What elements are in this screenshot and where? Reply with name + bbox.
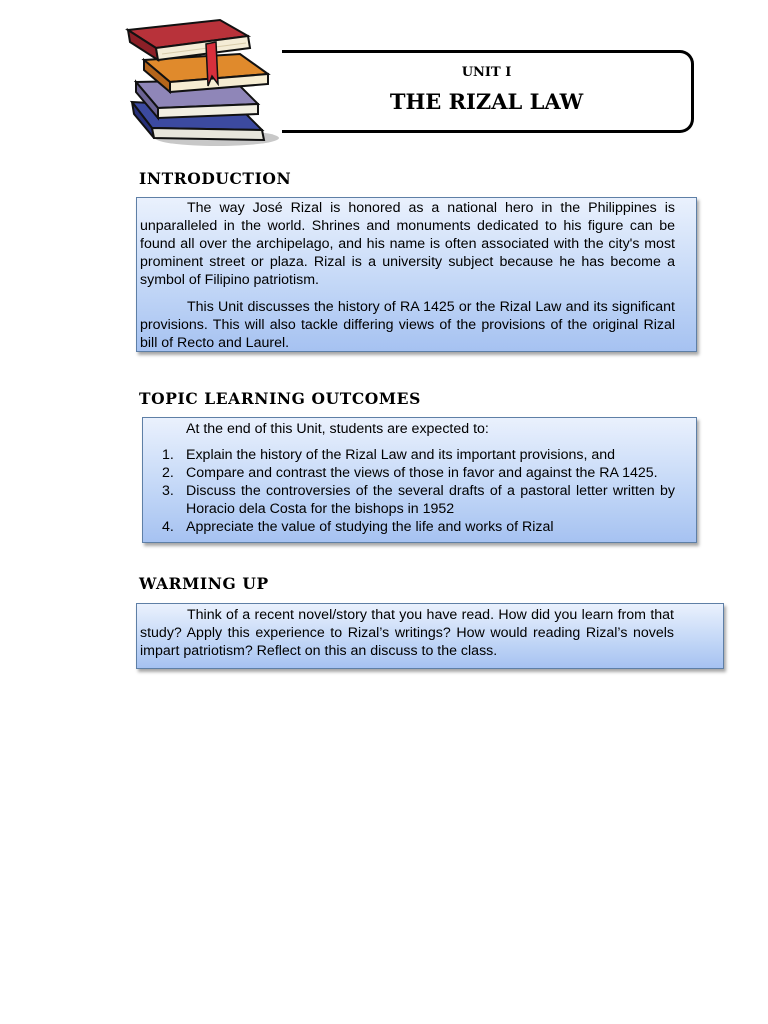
- list-item-number: 4.: [162, 519, 174, 535]
- books-stack-icon: [122, 14, 287, 149]
- list-item: [144, 482, 675, 518]
- list-item-text: Explain the history of the Rizal Law and its important provisions, and: [186, 447, 615, 463]
- introduction-paragraph-2: This Unit discusses the history of RA 1425 or the Rizal Law and its significant provisions. This will also tackle differing views of the provisions of the original Rizal bill of Recto and Laurel.: [140, 299, 675, 351]
- unit-label: UNIT I: [461, 65, 512, 80]
- list-item-text: Compare and contrast the views of those in favor and against the RA 1425.: [186, 465, 658, 481]
- unit-title-box: [282, 50, 694, 133]
- introduction-heading: INTRODUCTION: [139, 169, 292, 188]
- list-item-text: Discuss the controversies of the several drafts of a pastoral letter written by Horacio dela Costa for the bishops in 1952: [186, 483, 675, 517]
- list-item: [144, 446, 675, 464]
- page-title: THE RIZAL LAW: [389, 89, 584, 114]
- list-item-text: Appreciate the value of studying the life and works of Rizal: [186, 519, 554, 535]
- outcomes-intro: At the end of this Unit, students are expected to:: [186, 421, 489, 437]
- list-item: [144, 464, 675, 482]
- introduction-box: [136, 197, 697, 352]
- outcomes-box: [142, 417, 697, 543]
- introduction-paragraph-1: The way José Rizal is honored as a national hero in the Philippines is unparalleled in the world. Shrines and monuments dedicated to his figure can be found all over the archipelago, and his name is often associated with the city's most prominent street or plaza. Rizal is a university subject because he has become a symbol of Filipino patriotism.: [140, 200, 675, 288]
- warming-up-box: [136, 603, 724, 669]
- warming-up-heading: WARMING UP: [139, 574, 269, 593]
- list-item-number: 3.: [162, 483, 174, 499]
- outcomes-list: [144, 446, 675, 536]
- list-item-number: 1.: [162, 447, 174, 463]
- outcomes-heading: TOPIC LEARNING OUTCOMES: [139, 389, 421, 408]
- list-item-number: 2.: [162, 465, 174, 481]
- list-item: [144, 518, 675, 536]
- warming-up-text: Think of a recent novel/story that you have read. How did you learn from that study? Apply this experience to Rizal’s writings? How would reading Rizal’s novels impart patriotism? Reflect on this an discuss to the class.: [140, 607, 674, 659]
